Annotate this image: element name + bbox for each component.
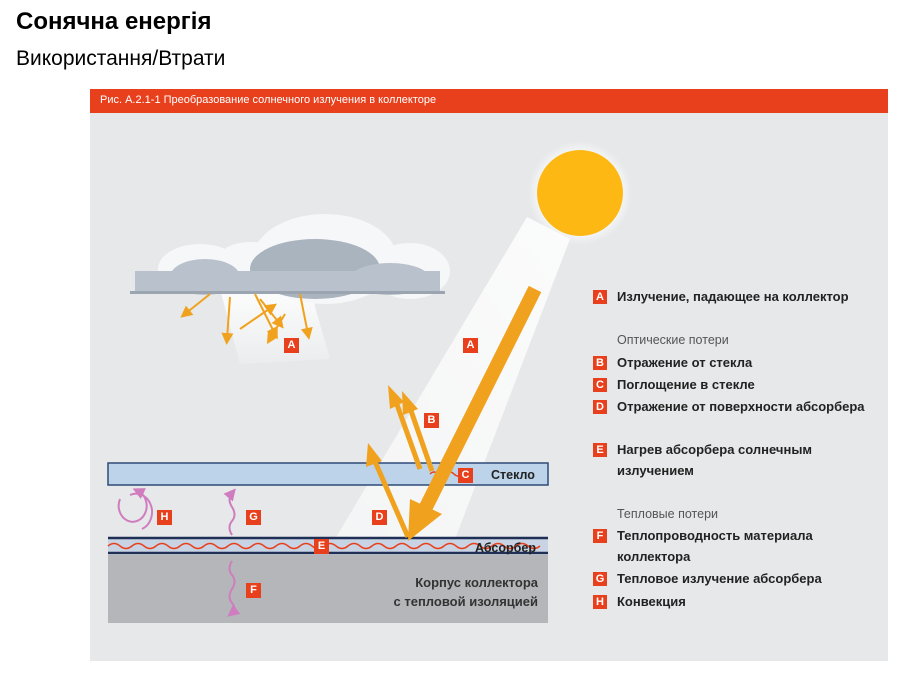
tag-h: H bbox=[157, 510, 172, 525]
tag-a-direct: A bbox=[463, 338, 478, 353]
legend-badge-e: E bbox=[593, 443, 607, 457]
legend-item-f bbox=[593, 528, 813, 567]
legend-badge-h: H bbox=[593, 595, 607, 609]
tag-e: E bbox=[314, 539, 329, 554]
convection-icon bbox=[119, 491, 152, 529]
legend-item-h bbox=[593, 594, 686, 612]
tag-g: G bbox=[246, 510, 261, 525]
thermal-radiation-wave bbox=[230, 493, 235, 535]
legend-text-c: Поглощение в стекле bbox=[617, 377, 755, 392]
cloud-icon bbox=[130, 214, 450, 304]
glass-layer bbox=[108, 463, 548, 485]
page-title: Сонячна енергія bbox=[16, 8, 212, 35]
legend-badge-d: D bbox=[593, 400, 607, 414]
tag-a-diffuse: A bbox=[284, 338, 299, 353]
legend-text-d: Отражение от поверхности абсорбера bbox=[617, 399, 865, 414]
legend-text-f-line1: Теплопроводность материала bbox=[617, 528, 813, 543]
legend-text-b: Отражение от стекла bbox=[617, 355, 753, 370]
tag-b: B bbox=[424, 413, 439, 428]
legend-item-e bbox=[593, 442, 812, 481]
absorber-label: Абсорбер bbox=[475, 541, 536, 555]
legend-text-e-line1: Нагрев абсорбера солнечным bbox=[617, 442, 813, 457]
legend-badge-a: A bbox=[593, 290, 607, 304]
legend-optical-heading: Оптические потери bbox=[617, 333, 729, 347]
legend-item-c bbox=[593, 377, 755, 395]
legend-item-b bbox=[593, 355, 752, 373]
tag-c: C bbox=[458, 468, 473, 483]
tag-d: D bbox=[372, 510, 387, 525]
legend-badge-g: G bbox=[593, 572, 607, 586]
legend-thermal-heading: Тепловые потери bbox=[617, 507, 719, 521]
legend-item-d bbox=[593, 399, 865, 417]
legend-text-g: Тепловое излучение абсорбера bbox=[617, 571, 822, 586]
legend-badge-f: F bbox=[593, 529, 607, 543]
housing-label-line1: Корпус коллектора bbox=[415, 575, 538, 590]
legend-badge-c: C bbox=[593, 378, 607, 392]
legend-text-f bbox=[617, 525, 813, 567]
page-subtitle: Використання/Втрати bbox=[16, 47, 226, 70]
legend-item-g bbox=[593, 571, 822, 589]
figure bbox=[90, 89, 888, 661]
housing-label-line2: с тепловой изоляцией bbox=[393, 594, 538, 609]
figure-caption: Рис. А.2.1-1 Преобразование солнечного излучения в коллекторе bbox=[100, 94, 437, 106]
housing-label bbox=[330, 573, 538, 611]
legend-item-a bbox=[593, 289, 849, 307]
tag-f: F bbox=[246, 583, 261, 598]
legend-badge-b: B bbox=[593, 356, 607, 370]
legend-text-f-line2: коллектора bbox=[617, 549, 691, 564]
sun-icon bbox=[537, 150, 623, 236]
legend-text-a: Излучение, падающее на коллектор bbox=[617, 289, 849, 304]
glass-label: Стекло bbox=[491, 468, 535, 482]
legend-text-h: Конвекция bbox=[617, 594, 686, 609]
legend-text-e-line2: излучением bbox=[617, 463, 694, 478]
legend-text-e bbox=[617, 439, 812, 481]
